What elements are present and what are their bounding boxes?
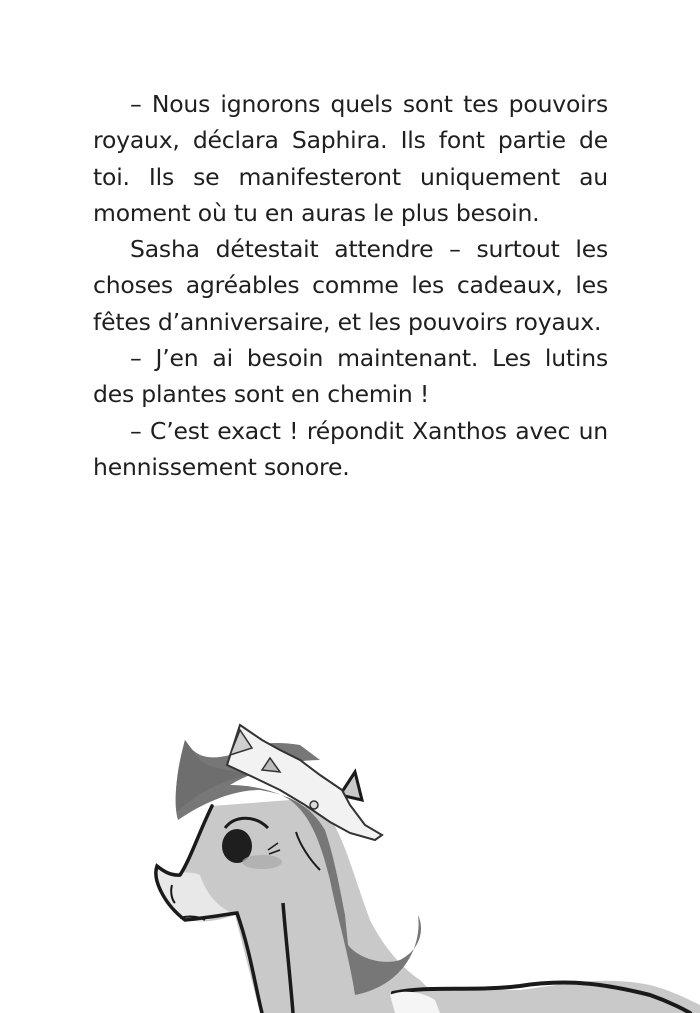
- pony-eyelid: [225, 818, 268, 828]
- tiara-jewel: [310, 801, 318, 809]
- pony-body: [156, 800, 700, 1013]
- pony-back-outline: [393, 983, 690, 1013]
- page-text-block: [93, 86, 608, 485]
- paragraph-3: – J’en ai besoin maintenant. Les lutins des plantes sont en chemin !: [93, 344, 608, 409]
- tiara-gem-1: [230, 730, 252, 755]
- pony-mouth: [180, 917, 205, 920]
- pony-cheek-line: [296, 832, 320, 870]
- pony-face-outline: [156, 806, 262, 1013]
- pony-eye: [222, 829, 252, 863]
- pony-nostril: [171, 885, 175, 903]
- pony-chest-highlight: [390, 992, 440, 1013]
- pony-muzzle: [156, 866, 230, 921]
- paragraph-2: Sasha détestait attendre – surtout les choses agréables comme les cadeaux, les fêtes d’anniversaire, et les pouvoirs royaux.: [93, 235, 608, 336]
- pony-mane: [176, 740, 421, 995]
- pony-blush: [242, 855, 282, 869]
- tiara-gem-2: [262, 758, 280, 772]
- paragraph-1: – Nous ignorons quels sont tes pouvoirs royaux, déclara Saphira. Ils font partie de toi. Ils se manifesteront uniquement au moment où tu en auras le plus besoin.: [93, 90, 608, 227]
- pony-tiara: [227, 725, 382, 840]
- paragraph-4: – C’est exact ! répondit Xanthos avec un hennissement sonore.: [93, 416, 608, 481]
- pony-neck-outline: [283, 903, 293, 1013]
- pony-forelock: [176, 740, 250, 812]
- pony-lashes: [268, 843, 280, 854]
- pony-ear: [340, 772, 362, 800]
